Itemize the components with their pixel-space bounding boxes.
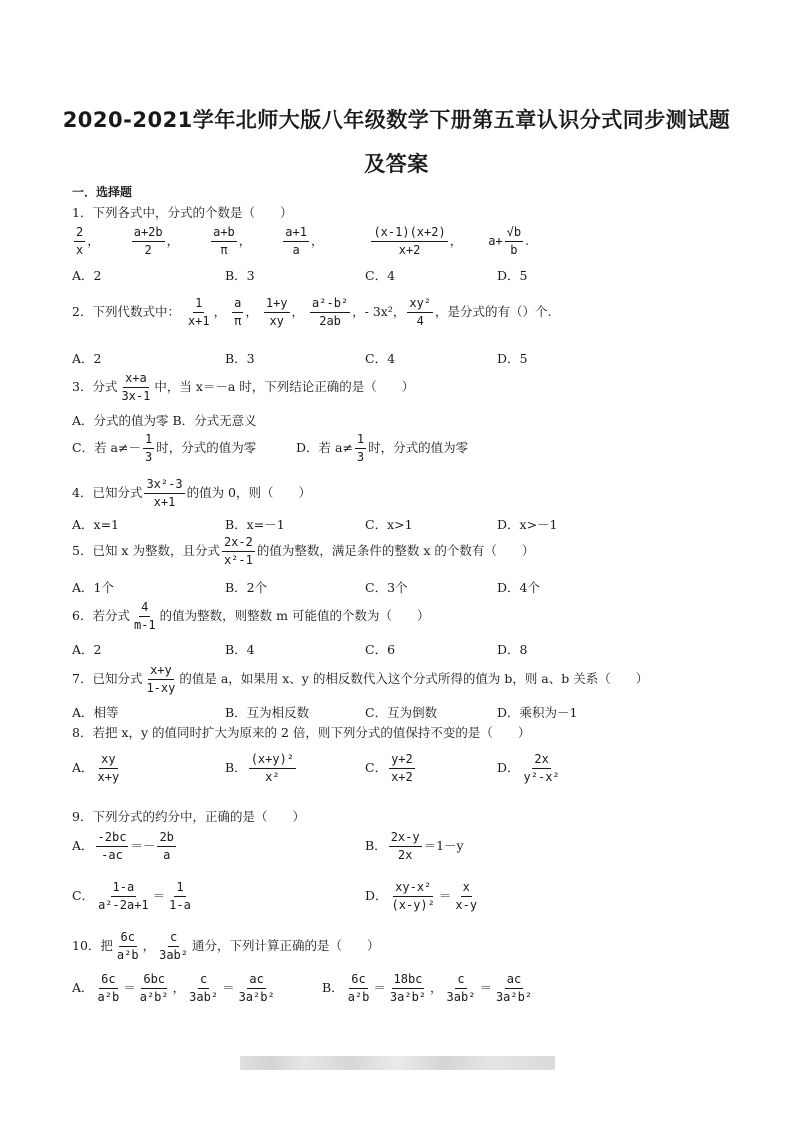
fraction <box>119 371 152 404</box>
numerator: -2bc <box>96 830 129 847</box>
numerator: 1 <box>174 880 185 897</box>
option-a: A．2 <box>72 268 102 283</box>
document-title-line1: 2020-2021学年北师大版八年级数学下册第五章认识分式同步测试题 <box>62 108 731 132</box>
fraction <box>522 752 562 785</box>
denominator: π <box>234 314 242 328</box>
question-4-stem: 4．已知分式 $\frac{\text{3x²-3}}{x+1}$ 的值为 0，则（ ） <box>72 477 312 509</box>
denominator: 3 <box>144 450 153 464</box>
fraction <box>144 663 177 696</box>
denominator: m-1 <box>133 618 156 632</box>
fraction <box>389 830 422 863</box>
option-a: A． $\frac{6c}{\text{a²b}}$ ＝ $\frac{6bc}{\text{a²b²}}$ ， $\frac{c}{\text{3ab²}}$ ＝ $\frac{ac}{\text{3a²b²}}$ <box>72 972 275 1004</box>
numerator: 18bc <box>392 972 425 989</box>
option-c: C． $\frac{1-a}{\text{a²-2a+1}}$ ＝ $\frac{1}{1-a}$ <box>72 880 191 912</box>
fraction <box>186 296 212 329</box>
numerator: xy² <box>407 296 433 313</box>
option-b: B． $\frac{\text{(x+y)²}}{\text{x²}}$ <box>225 752 295 784</box>
denominator: x+2 <box>398 243 421 257</box>
denominator: 3x-1 <box>121 389 151 403</box>
fraction <box>346 972 372 1005</box>
numerator: ac <box>505 972 523 989</box>
options-a-b: A．分式的值为零 B．分式无意义 <box>72 413 257 428</box>
numerator: x+y <box>148 663 174 680</box>
question-1-expressions: $\frac{2}{x}$ ， $\frac{a+2b}{2}$ ， $\frac{a+b}{\pi}$ ， $\frac{a+1}{a}$ ， $\frac{(x-1)(x+2)}{x+2}$ ， a+ $\frac{√b}{b}$ . <box>76 225 530 257</box>
numerator: x <box>461 880 472 897</box>
numerator: a+b <box>211 225 237 242</box>
option-c: C．4 <box>365 268 396 283</box>
fraction <box>96 880 151 913</box>
denominator: x-y <box>455 898 478 912</box>
fraction <box>143 432 154 465</box>
fraction <box>371 225 447 258</box>
option-b: B． $\frac{2x-y}{2x}$ ＝1－y <box>365 830 464 862</box>
option-a: A． $\frac{xy}{x+y}$ <box>72 752 120 784</box>
option-d: D．5 <box>497 268 528 283</box>
option-d: D．乘积为－1 <box>497 705 578 720</box>
numerator: √b <box>505 225 523 242</box>
option-d: D．4个 <box>497 580 540 595</box>
numerator: xy-x² <box>393 880 433 897</box>
option-c: C．3个 <box>365 580 408 595</box>
fraction <box>249 752 296 785</box>
numerator: 3x²-3 <box>144 477 184 494</box>
numerator: xy <box>99 752 117 769</box>
denominator: x <box>76 243 84 257</box>
option-a: A．2 <box>72 642 102 657</box>
numerator: c <box>455 972 466 989</box>
question-2-stem: 2．下列代数式中： $\frac{1}{x+1}$ ， $\frac{a}{\pi}$ ， $\frac{1+y}{xy}$ ， $\frac{\text{a²-b²}}{2ab}$ ，- 3x²， $\frac{\text{xy²}}{4}$ ，是分式的有（）个. <box>72 296 552 328</box>
numerator: a+1 <box>283 225 309 242</box>
option-c: C．4 <box>365 351 396 366</box>
denominator: 3ab² <box>159 948 189 962</box>
section-heading: 一．选择题 <box>72 185 133 199</box>
option-d: D．5 <box>497 351 528 366</box>
option-d: D．若 a≠ $\frac{1}{3}$ 时，分式的值为零 <box>296 432 469 464</box>
fraction <box>211 225 237 258</box>
denominator: 3ab² <box>189 990 219 1004</box>
option-c: C．若 a≠－ $\frac{1}{3}$ 时，分式的值为零 <box>72 432 257 464</box>
option-c: C．互为倒数 <box>365 705 438 720</box>
option-c: C． $\frac{y+2}{x+2}$ <box>365 752 413 784</box>
denominator: x²-1 <box>223 553 253 567</box>
fraction <box>96 972 122 1005</box>
denominator: -ac <box>101 848 123 862</box>
option-a: A．相等 <box>72 705 119 720</box>
numerator: 1 <box>193 296 204 313</box>
fraction <box>310 296 350 329</box>
denominator: x+1 <box>187 314 210 328</box>
option-a: A．x=1 <box>72 517 120 532</box>
numerator: 2b <box>157 830 175 847</box>
denominator: 3a²b² <box>495 990 533 1004</box>
option-b: B．3 <box>225 268 255 283</box>
numerator: 2x-y <box>389 830 422 847</box>
denominator: 3a²b² <box>389 990 427 1004</box>
fraction <box>264 296 290 329</box>
fraction <box>453 880 479 913</box>
denominator: 1-a <box>169 898 191 912</box>
denominator: 2x <box>397 848 413 862</box>
document-title-line2: 及答案 <box>364 152 429 176</box>
fraction <box>283 225 309 258</box>
numerator: 1 <box>355 432 366 449</box>
fraction <box>407 296 433 329</box>
denominator: 3 <box>356 450 365 464</box>
numerator: c <box>168 930 179 947</box>
fraction <box>157 930 190 963</box>
numerator: x+a <box>123 371 149 388</box>
option-b: B． $\frac{6c}{\text{a²b}}$ ＝ $\frac{18bc}{\text{3a²b²}}$ ， $\frac{c}{\text{3ab²}}$ ＝ $\frac{ac}{\text{3a²b²}}$ <box>322 972 533 1004</box>
numerator: (x+y)² <box>249 752 296 769</box>
numerator: (x-1)(x+2) <box>371 225 447 242</box>
fraction <box>96 830 129 863</box>
fraction <box>390 880 437 913</box>
fraction <box>157 830 175 863</box>
fraction <box>505 225 523 258</box>
numerator: y+2 <box>389 752 415 769</box>
denominator: (x-y)² <box>391 898 435 912</box>
denominator: b <box>510 243 518 257</box>
denominator: y²-x² <box>523 770 560 784</box>
numerator: a²-b² <box>310 296 350 313</box>
option-a: A． $\frac{-2bc}{-ac}$ ＝－ $\frac{2b}{a}$ <box>72 830 174 862</box>
fraction <box>237 972 277 1005</box>
option-a: A．2 <box>72 351 102 366</box>
denominator: x+2 <box>391 770 413 784</box>
option-d: D． $\frac{2x}{\text{y²-x²}}$ <box>497 752 560 784</box>
fraction <box>232 296 243 329</box>
denominator: xy <box>269 314 284 328</box>
option-b: B．4 <box>225 642 255 657</box>
question-10-stem: 10．把 $\frac{6c}{\text{a²b}}$ ， $\frac{c}{\text{3ab²}}$ 通分，下列计算正确的是（ ） <box>72 930 380 962</box>
numerator: 6c <box>349 972 367 989</box>
option-d: D．8 <box>497 642 528 657</box>
option-b: B．3 <box>225 351 255 366</box>
denominator: a²b <box>116 948 139 962</box>
numerator: 1-a <box>111 880 137 897</box>
numerator: c <box>198 972 209 989</box>
option-a: A．1个 <box>72 580 114 595</box>
numerator: 1+y <box>264 296 290 313</box>
fraction <box>74 225 85 258</box>
question-3-stem: 3．分式 $\frac{x+a}{3x-1}$ 中，当 x＝－a 时，下列结论正确的是（ ） <box>72 371 415 403</box>
denominator: a²-2a+1 <box>98 898 149 912</box>
option-c: C．6 <box>365 642 396 657</box>
fraction <box>132 225 165 258</box>
option-c: C．x>1 <box>365 517 413 532</box>
denominator: 1-xy <box>146 681 176 695</box>
numerator: 2x <box>532 752 550 769</box>
question-5-stem: 5．已知 x 为整数，且分式 $\frac{2x-2}{\text{x²-1}}$ 的值为整数，满足条件的整数 x 的个数有（ ） <box>72 535 535 567</box>
denominator: 3ab² <box>446 990 476 1004</box>
denominator: 3a²b² <box>238 990 275 1004</box>
option-b: B．互为相反数 <box>225 705 310 720</box>
question-7-stem: 7．已知分式 $\frac{x+y}{1-xy}$ 的值是 a，如果用 x、y 的相反数代入这个分式所得的值为 b，则 a、b 关系（ ） <box>72 663 649 695</box>
fraction <box>445 972 478 1005</box>
fraction <box>144 477 184 510</box>
numerator: 6bc <box>141 972 167 989</box>
fraction <box>494 972 534 1005</box>
numerator: 6c <box>99 972 117 989</box>
question-9-stem: 9．下列分式的约分中，正确的是（ ） <box>72 809 305 824</box>
denominator: 2ab <box>319 314 341 328</box>
fraction <box>115 930 141 963</box>
numerator: 4 <box>139 600 150 617</box>
numerator: 6c <box>119 930 137 947</box>
question-8-stem: 8．若把 x，y 的值同时扩大为原来的 2 倍，则下列分式的值保持不变的是（ ） <box>72 725 531 740</box>
numerator: a+2b <box>132 225 165 242</box>
fraction <box>96 752 122 785</box>
numerator: 2x-2 <box>222 535 255 552</box>
denominator: a <box>292 243 300 257</box>
option-b: B．x=－1 <box>225 517 285 532</box>
fraction <box>389 752 415 785</box>
fraction <box>388 972 428 1005</box>
denominator: π <box>220 243 228 257</box>
question-1-stem: 1．下列各式中，分式的个数是（ ） <box>72 205 293 220</box>
fraction <box>138 972 171 1005</box>
blurred-footer <box>240 1056 555 1070</box>
numerator: ac <box>247 972 265 989</box>
option-d: D． $\frac{\text{xy-x²}}{\text{(x-y)²}}$ ＝ $\frac{x}{x-y}$ <box>365 880 478 912</box>
fraction <box>167 880 193 913</box>
fraction <box>132 600 158 633</box>
fraction <box>187 972 220 1005</box>
numerator: 1 <box>143 432 154 449</box>
denominator: x+y <box>97 770 120 784</box>
denominator: a²b <box>97 990 120 1004</box>
denominator: a <box>163 848 171 862</box>
denominator: a²b <box>347 990 370 1004</box>
numerator: a <box>232 296 243 313</box>
denominator: 4 <box>416 314 424 328</box>
fraction <box>355 432 366 465</box>
denominator: a²b² <box>139 990 169 1004</box>
fraction <box>222 535 255 568</box>
option-d: D．x>－1 <box>497 517 558 532</box>
question-6-stem: 6．若分式 $\frac{4}{m-1}$ 的值为整数，则整数 m 可能值的个数为（ ） <box>72 600 430 632</box>
numerator: 2 <box>74 225 85 242</box>
denominator: x+1 <box>153 495 176 509</box>
denominator: x² <box>265 770 280 784</box>
option-b: B．2个 <box>225 580 268 595</box>
denominator: 2 <box>144 243 152 257</box>
